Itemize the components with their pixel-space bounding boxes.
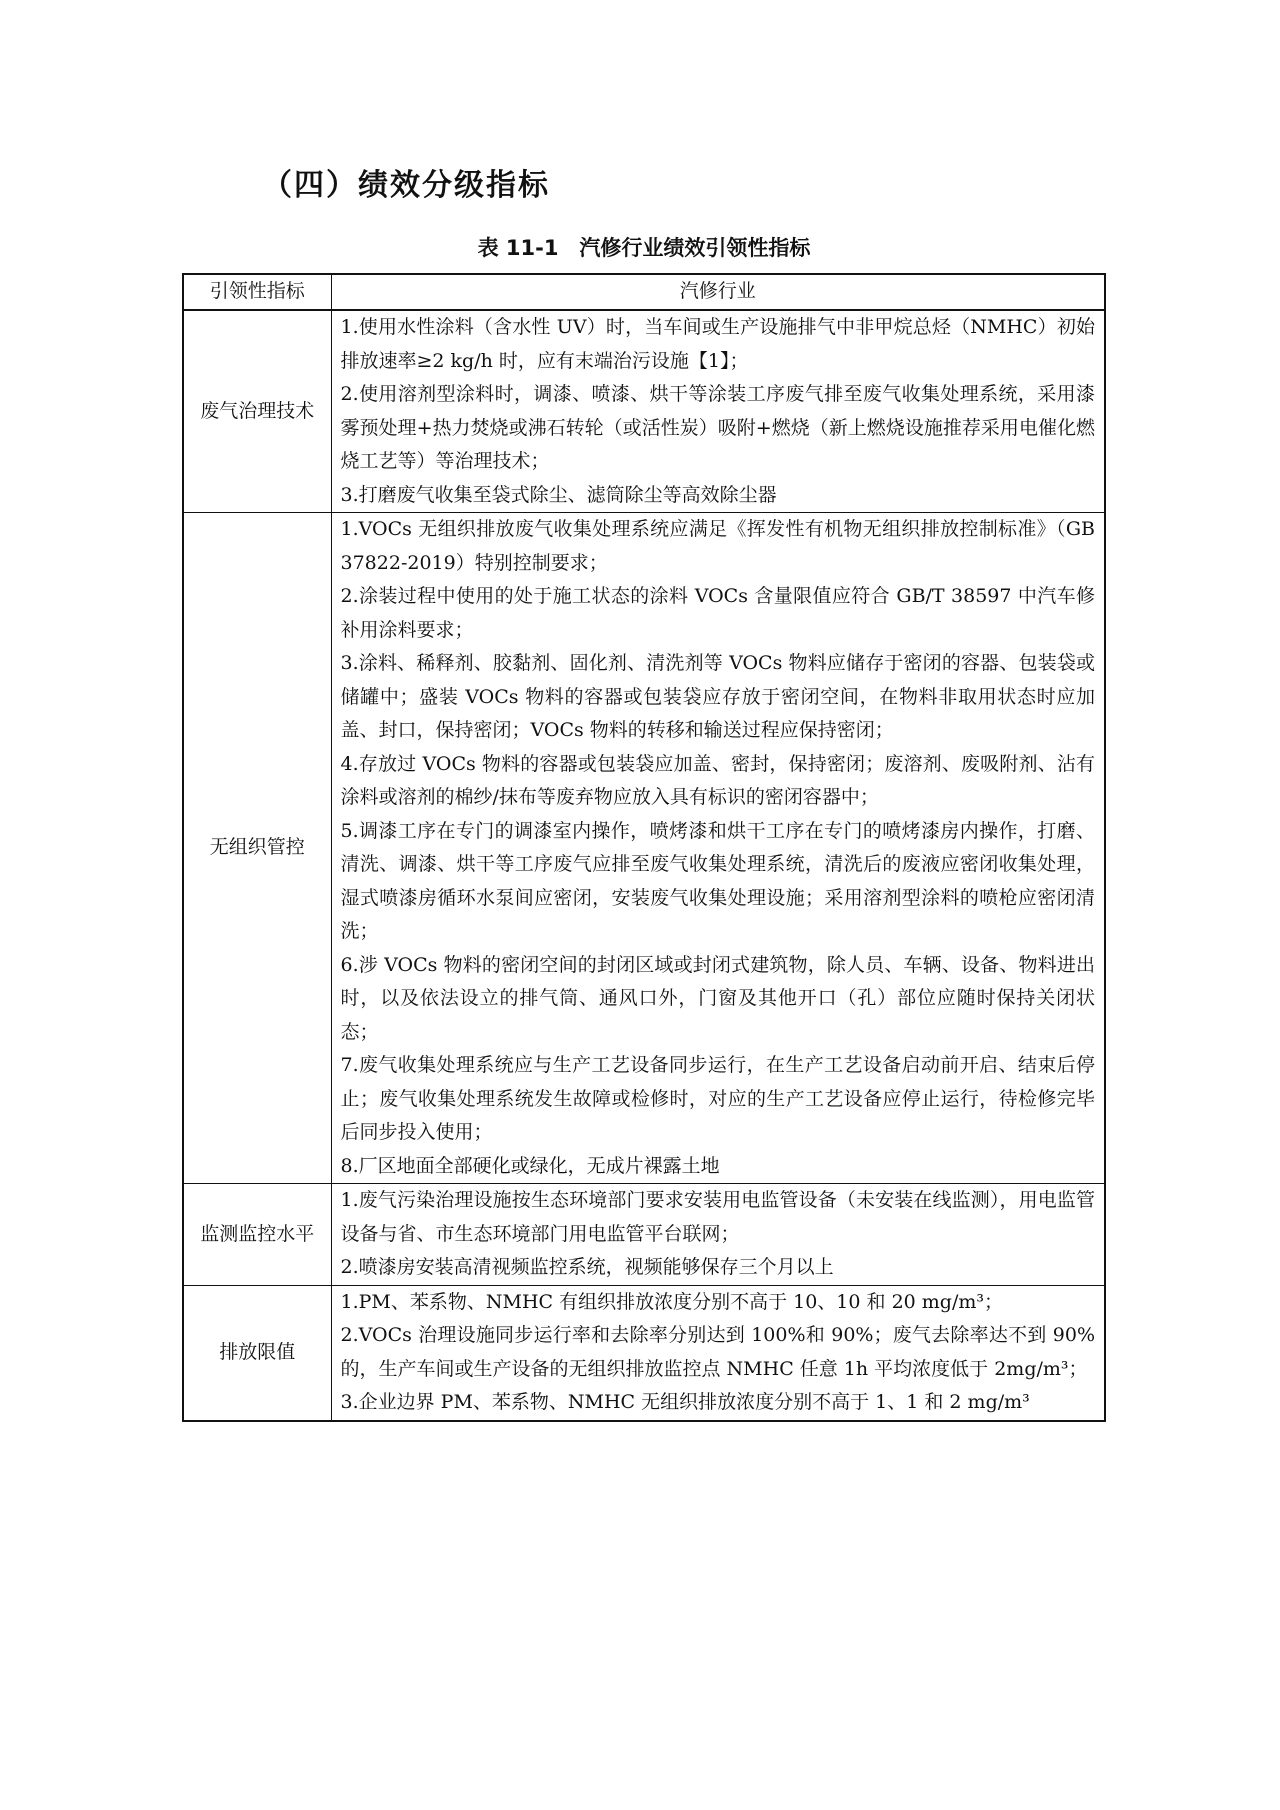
list-item: 3.涂料、稀释剂、胶黏剂、固化剂、清洗剂等 VOCs 物料应储存于密闭的容器、包装袋或储罐中；盛装 VOCs 物料的容器或包装袋应存放于密闭空间，在物料非取用状态时应加盖、封口，保持密闭；VOCs 物料的转移和输送过程应保持密闭；	[340, 652, 1095, 741]
header-indicator: 引领性指标	[183, 274, 331, 310]
list-item: 6.涉 VOCs 物料的密闭空间的封闭区域或封闭式建筑物，除人员、车辆、设备、物料进出时，以及依法设立的排气筒、通风口外，门窗及其他开口（孔）部位应随时保持关闭状态；	[340, 953, 1095, 1043]
category-cell: 监测监控水平	[183, 1184, 331, 1286]
content-cell	[331, 310, 1105, 513]
table-row-monitoring	[183, 1184, 1105, 1286]
list-item: 7.废气收集处理系统应与生产工艺设备同步运行，在生产工艺设备启动前开启、结束后停止；废气收集处理系统发生故障或检修时，对应的生产工艺设备应停止运行，待检修完毕后同步投入使用；	[340, 1054, 1095, 1143]
list-item: 2.涂装过程中使用的处于施工状态的涂料 VOCs 含量限值应符合 GB/T 38597 中汽车修补用涂料要求；	[340, 585, 1095, 641]
content-cell	[331, 1184, 1105, 1286]
list-item: 1.废气污染治理设施按生态环境部门要求安装用电监管设备（未安装在线监测），用电监管设备与省、市生态环境部门用电监管平台联网；	[340, 1189, 1095, 1245]
table-header-row	[183, 274, 1105, 310]
table-row-fugitive-control	[183, 513, 1105, 1184]
category-cell: 无组织管控	[183, 513, 331, 1184]
category-cell: 排放限值	[183, 1285, 331, 1421]
header-industry: 汽修行业	[331, 274, 1105, 310]
performance-indicator-table	[182, 273, 1106, 1422]
list-item: 2.使用溶剂型涂料时，调漆、喷漆、烘干等涂装工序废气排至废气收集处理系统，采用漆雾预处理+热力焚烧或沸石转轮（或活性炭）吸附+燃烧（新上燃烧设施推荐采用电催化燃烧工艺等）等治理技术；	[340, 383, 1095, 472]
list-item: 3.企业边界 PM、苯系物、NMHC 无组织排放浓度分别不高于 1、1 和 2 mg/m³	[340, 1391, 1030, 1413]
list-item: 2.喷漆房安装高清视频监控系统，视频能够保存三个月以上	[340, 1256, 834, 1278]
content-cell	[331, 1285, 1105, 1421]
list-item: 5.调漆工序在专门的调漆室内操作，喷烤漆和烘干工序在专门的喷烤漆房内操作，打磨、清洗、调漆、烘干等工序废气应排至废气收集处理系统，清洗后的废液应密闭收集处理，湿式喷漆房循环水泵间应密闭，安装废气收集处理设施；采用溶剂型涂料的喷枪应密闭清洗；	[340, 819, 1095, 942]
list-item: 1.PM、苯系物、NMHC 有组织排放浓度分别不高于 10、10 和 20 mg/m³；	[340, 1290, 1003, 1313]
list-item: 4.存放过 VOCs 物料的容器或包装袋应加盖、密封，保持密闭；废溶剂、废吸附剂、沾有涂料或溶剂的棉纱/抹布等废弃物应放入具有标识的密闭容器中；	[340, 752, 1095, 808]
list-item: 1.使用水性涂料（含水性 UV）时，当车间或生产设施排气中非甲烷总烃（NMHC）初始排放速率≥2 kg/h 时，应有末端治污设施【1】；	[340, 316, 1095, 372]
content-cell	[331, 513, 1105, 1184]
category-cell: 废气治理技术	[183, 310, 331, 513]
table-row-exhaust-treatment	[183, 310, 1105, 513]
list-item: 1.VOCs 无组织排放废气收集处理系统应满足《挥发性有机物无组织排放控制标准》（GB 37822-2019）特别控制要求；	[340, 518, 1095, 574]
section-heading: （四）绩效分级指标	[262, 168, 550, 203]
list-item: 3.打磨废气收集至袋式除尘、滤筒除尘等高效除尘器	[340, 483, 777, 506]
list-item: 8.厂区地面全部硬化或绿化，无成片裸露土地	[340, 1154, 720, 1177]
list-item: 2.VOCs 治理设施同步运行率和去除率分别达到 100%和 90%；废气去除率达不到 90%的，生产车间或生产设备的无组织排放监控点 NMHC 任意 1h 平均浓度低于 2mg/m³；	[340, 1324, 1095, 1380]
table-caption: 表 11-1 汽修行业绩效引领性指标	[477, 236, 811, 260]
table-row-emission-limits	[183, 1285, 1105, 1421]
